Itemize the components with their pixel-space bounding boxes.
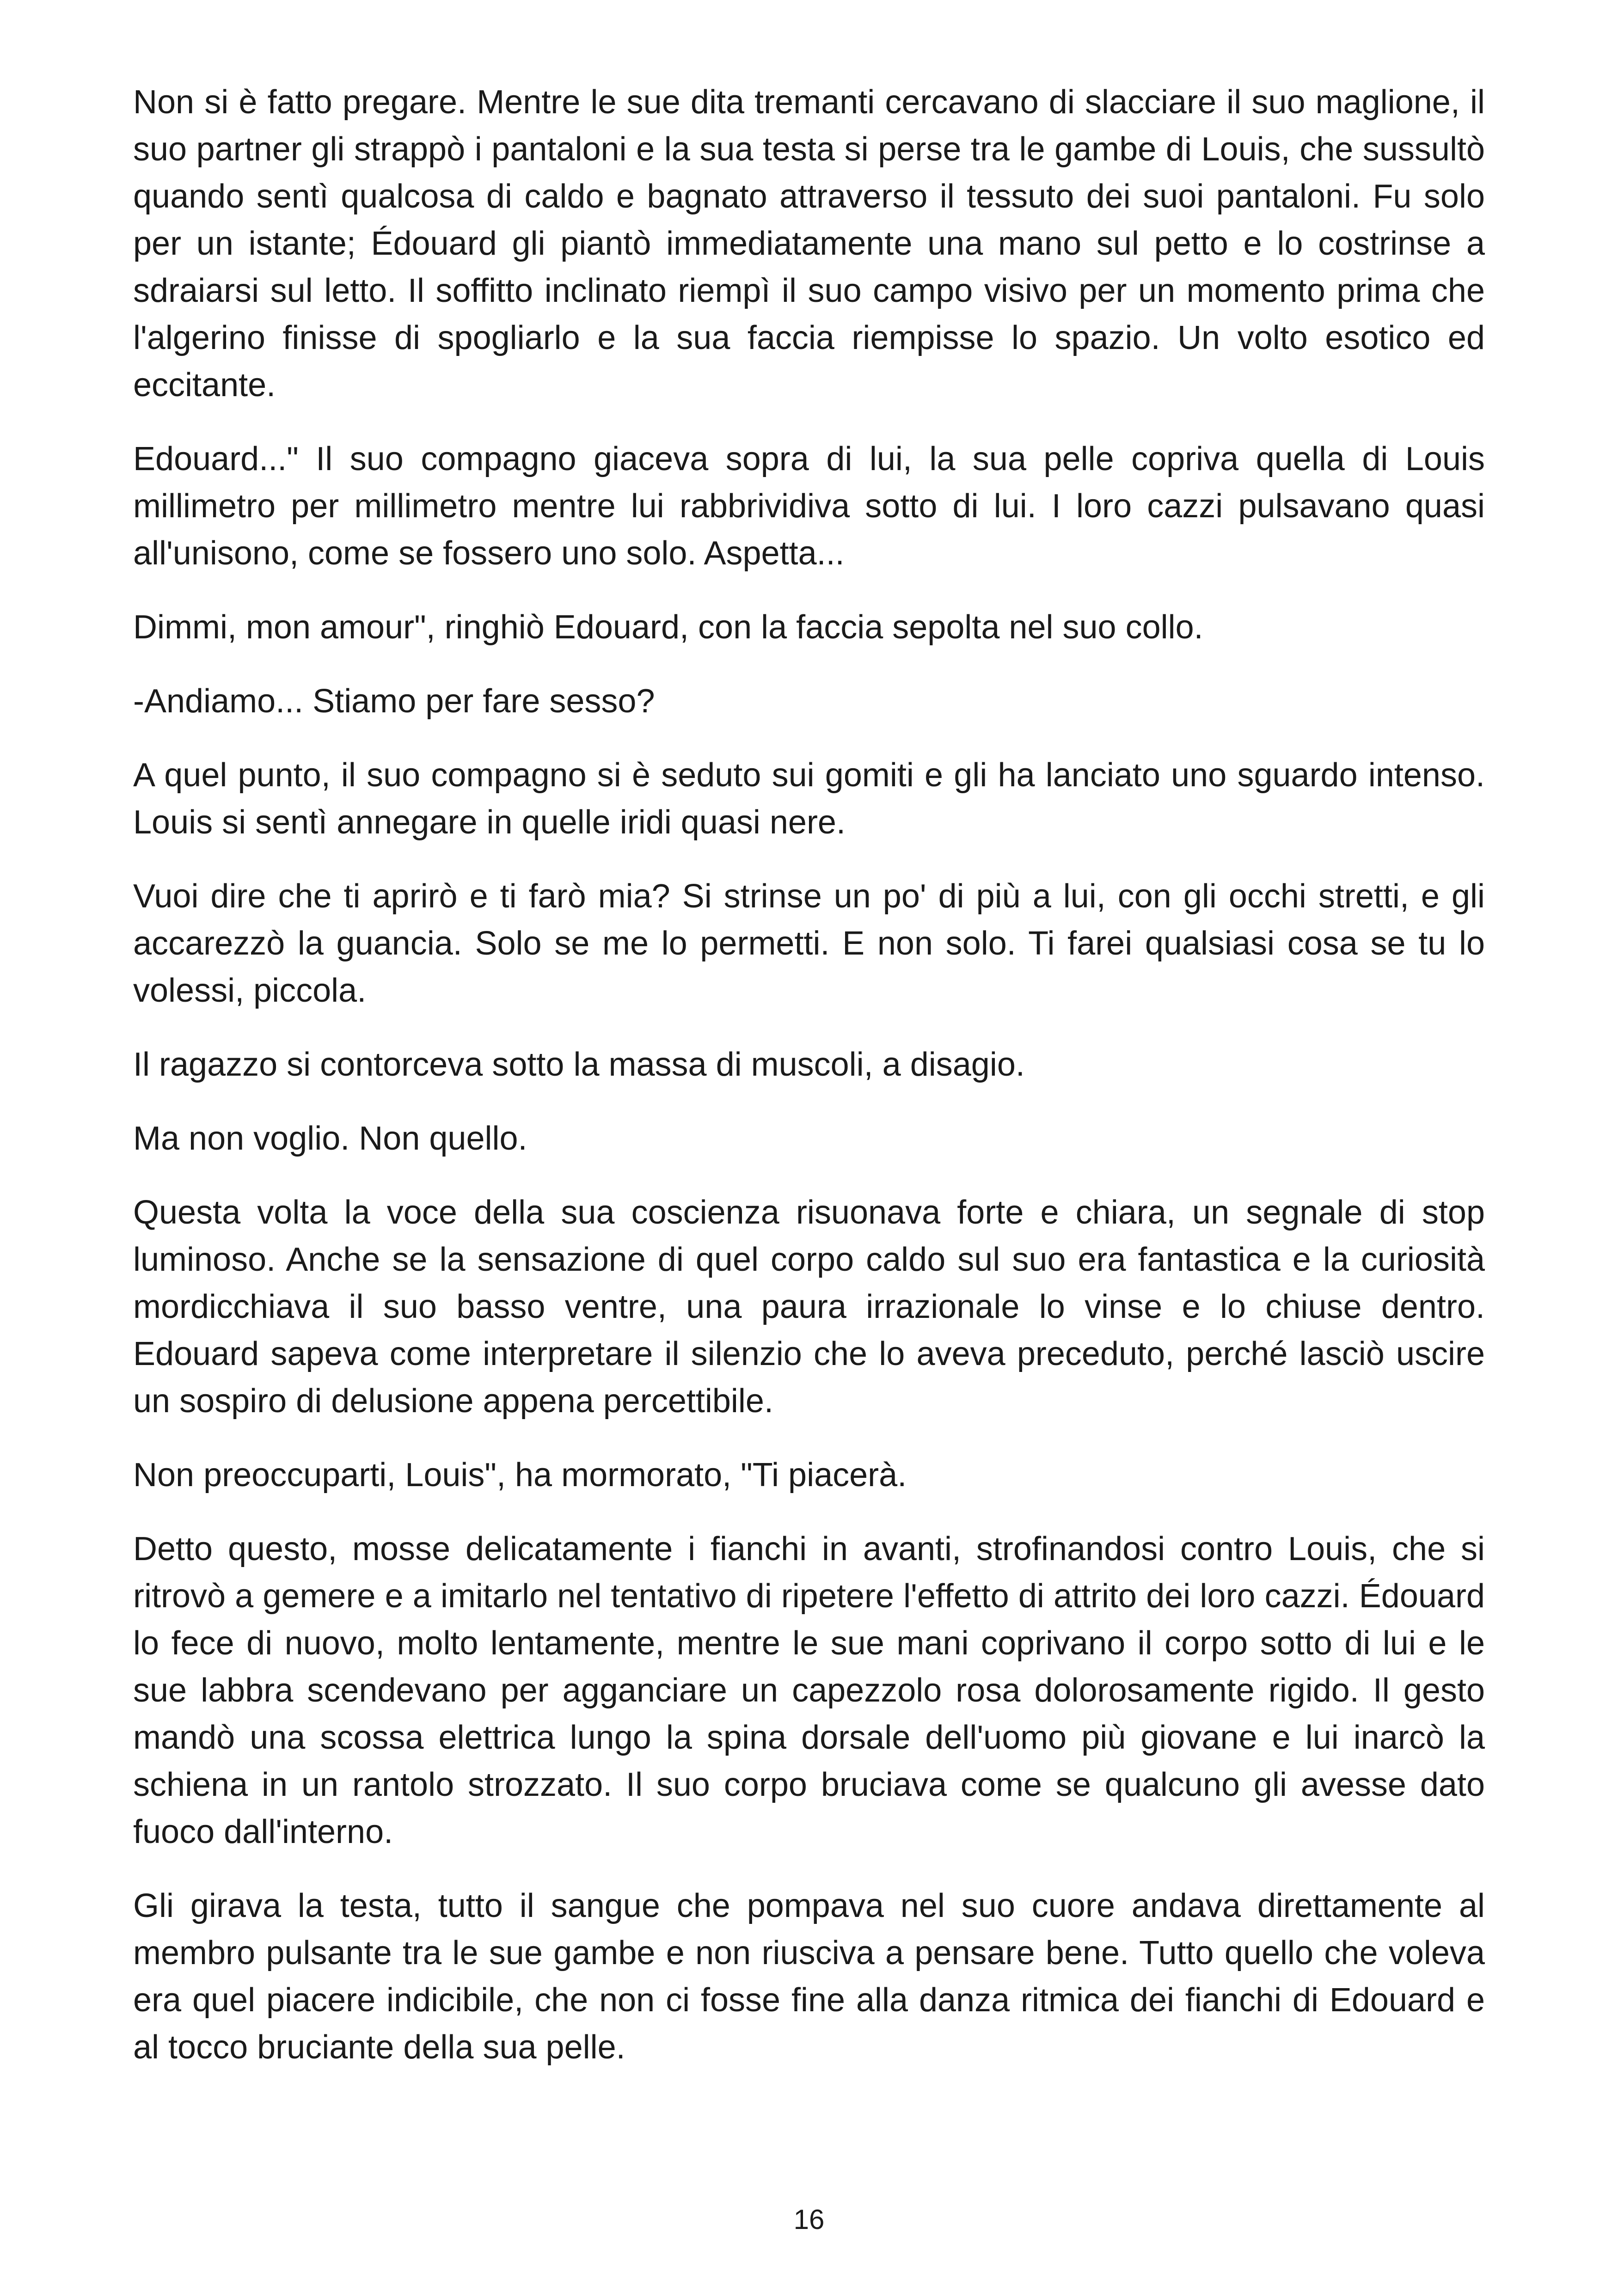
paragraph: Non si è fatto pregare. Mentre le sue dita tremanti cercavano di slacciare il suo maglione, il suo partner gli strappò i pantaloni e la sua testa si perse tra le gambe di Louis, che sussultò quando sentì qualcosa di caldo e bagnato attraverso il tessuto dei suoi pantaloni. Fu solo per un istante; Édouard gli piantò immediatamente una mano sul petto e lo costrinse a sdraiarsi sul letto. Il soffitto inclinato riempì il suo campo visivo per un momento prima che l'algerino finisse di spogliarlo e la sua faccia riempisse lo spazio. Un volto esotico ed eccitante. — [133, 84, 1485, 404]
paragraph: Gli girava la testa, tutto il sangue che pompava nel suo cuore andava direttamente al membro pulsante tra le sue gambe e non riusciva a pensare bene. Tutto quello che voleva era quel piacere indicibile, che non ci fosse fine alla danza ritmica dei fianchi di Edouard e al tocco bruciante della sua pelle. — [133, 1887, 1485, 2066]
paragraph: Questa volta la voce della sua coscienza risuonava forte e chiara, un segnale di stop luminoso. Anche se la sensazione di quel corpo caldo sul suo era fantastica e la curiosità mordicchiava il suo basso ventre, una paura irrazionale lo vinse e lo chiuse dentro. Edouard sapeva come interpretare il silenzio che lo aveva preceduto, perché lasciò uscire un sospiro di delusione appena percettibile. — [133, 1194, 1485, 1420]
paragraph: -Andiamo... Stiamo per fare sesso? — [133, 683, 655, 720]
paragraph: Non preoccuparti, Louis", ha mormorato, "Ti piacerà. — [133, 1457, 907, 1494]
paragraph: A quel punto, il suo compagno si è seduto sui gomiti e gli ha lanciato uno sguardo intenso. Louis si sentì annegare in quelle iridi quasi nere. — [133, 757, 1485, 841]
paragraph: Edouard..." Il suo compagno giaceva sopra di lui, la sua pelle copriva quella di Louis millimetro per millimetro mentre lui rabbrividiva sotto di lui. I loro cazzi pulsavano quasi all'unisono, come se fossero uno solo. Aspetta... — [133, 441, 1485, 572]
page-number: 16 — [793, 2204, 825, 2235]
document-body — [133, 79, 1485, 2098]
paragraph: Dimmi, mon amour", ringhiò Edouard, con la faccia sepolta nel suo collo. — [133, 609, 1203, 646]
paragraph: Ma non voglio. Non quello. — [133, 1120, 527, 1157]
paragraph: Il ragazzo si contorceva sotto la massa di muscoli, a disagio. — [133, 1046, 1025, 1083]
paragraph: Vuoi dire che ti aprirò e ti farò mia? Si strinse un po' di più a lui, con gli occhi stretti, e gli accarezzò la guancia. Solo se me lo permetti. E non solo. Ti farei qualsiasi cosa se tu lo volessi, piccola. — [133, 878, 1485, 1009]
paragraph: Detto questo, mosse delicatamente i fianchi in avanti, strofinandosi contro Louis, che si ritrovò a gemere e a imitarlo nel tentativo di ripetere l'effetto di attrito dei loro cazzi. Édouard lo fece di nuovo, molto lentamente, mentre le sue mani coprivano il corpo sotto di lui e le sue labbra scendevano per agganciare un capezzolo rosa dolorosamente rigido. Il gesto mandò una scossa elettrica lungo la spina dorsale dell'uomo più giovane e lui inarcò la schiena in un rantolo strozzato. Il suo corpo bruciava come se qualcuno gli avesse dato fuoco dall'interno. — [133, 1531, 1485, 1850]
